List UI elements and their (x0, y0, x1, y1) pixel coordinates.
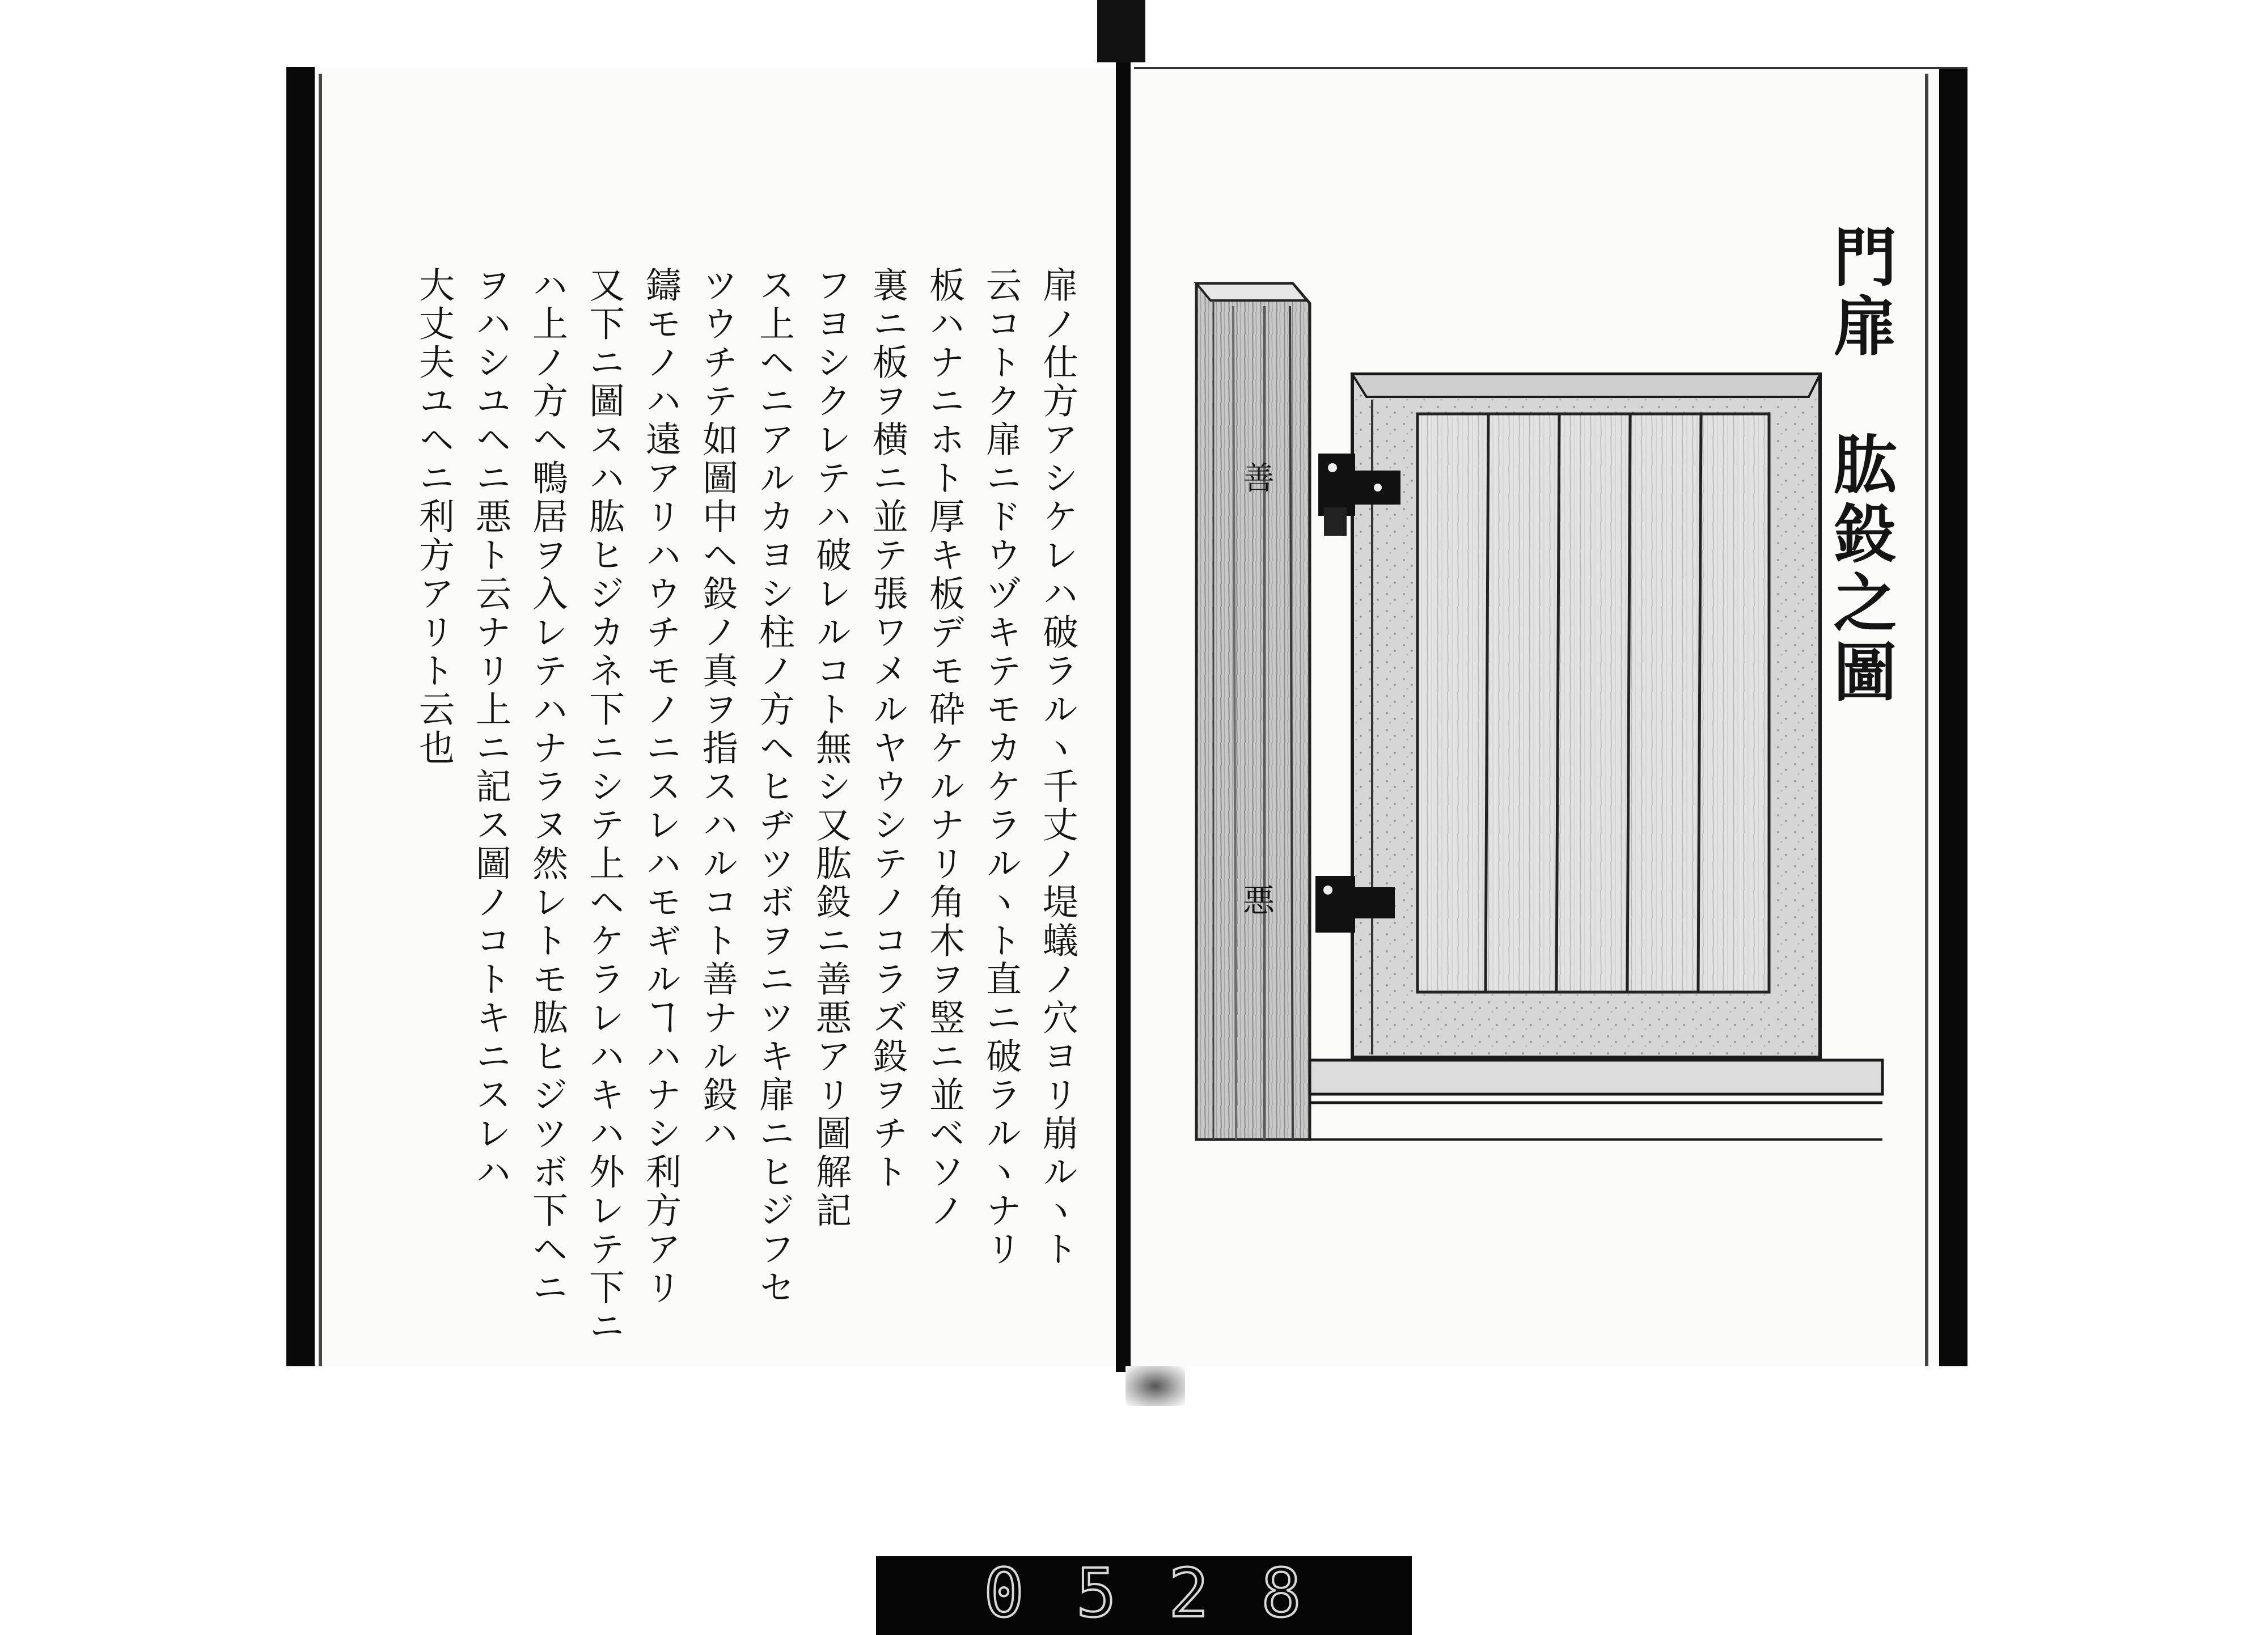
text-column: 板ハナニホト厚キ板デモ砕ケルナリ角木ヲ竪ニ並ベソノ (924, 266, 965, 1230)
right-page-outer-edge (1939, 67, 1967, 1366)
page-title: 門扉 肱鈠之圖 (1823, 224, 1897, 708)
left-page-outer-edge (286, 67, 315, 1366)
text-column: 扉ノ仕方アシケレハ破ラルヽ千丈ノ堤蟻ノ穴ヨリ崩ルヽト (1037, 266, 1078, 1269)
right-page-edge-line (1925, 74, 1928, 1366)
spine-tab (1097, 0, 1145, 62)
spine-foot-shadow (1125, 1366, 1185, 1406)
text-column: フヨシクレテハ破レルコト無シ又肱鈠ニ善悪アリ圖解記 (810, 266, 852, 1230)
right-page-top-edge (1134, 67, 1967, 69)
text-column: 鑄モノハ遠アリハウチモノニスレハモギルヿハナシ利方アリ (640, 266, 682, 1307)
text-column: 裏ニ板ヲ横ニ並テ張ワメルヤウシテノコラズ鈠ヲチト (867, 266, 908, 1192)
ground-sill (1310, 1060, 1882, 1140)
text-column: 云コトク扉ニドウヅキテモカケラルヽト直ニ破ラルヽナリ (980, 266, 1022, 1269)
archive-digit: 5 (1076, 1554, 1117, 1632)
text-column: 又下ニ圖スハ肱ヒジカネ下ニシテ上ヘケラレハキハ外レテ下ニ (583, 266, 625, 1346)
text-column: ハ上ノ方ヘ鴨居ヲ入レテハナラヌ然レトモ肱ヒジツボ下ヘニ (527, 266, 568, 1307)
archive-number (984, 1554, 1301, 1632)
gutter-line (1116, 62, 1131, 1372)
text-block (397, 266, 1083, 1346)
archive-digit: 2 (1168, 1554, 1209, 1632)
text-column: ツウチテ如圖中ヘ鈠ノ真ヲ指スハルコト善ナル鈠ハ (697, 266, 738, 1153)
left-page-edge-line (319, 74, 322, 1366)
archive-digit: 8 (1260, 1554, 1301, 1632)
label-good: 善 (1243, 460, 1275, 497)
door-boards (1417, 414, 1769, 992)
post (1196, 283, 1310, 1140)
label-bad: 悪 (1243, 883, 1275, 920)
text-column: ヲハシユヘニ悪ト云ナリ上ニ記ス圖ノコトキニスレハ (470, 266, 511, 1192)
archive-digit: 0 (984, 1554, 1025, 1632)
text-column: ス上ヘニアルカヨシ柱ノ方ヘヒヂツボヲニツキ扉ニヒジフセ (754, 266, 795, 1307)
gate-door-illustration (1179, 266, 1888, 1145)
text-column: 大丈夫ユヘニ利方アリト云也 (413, 266, 455, 768)
